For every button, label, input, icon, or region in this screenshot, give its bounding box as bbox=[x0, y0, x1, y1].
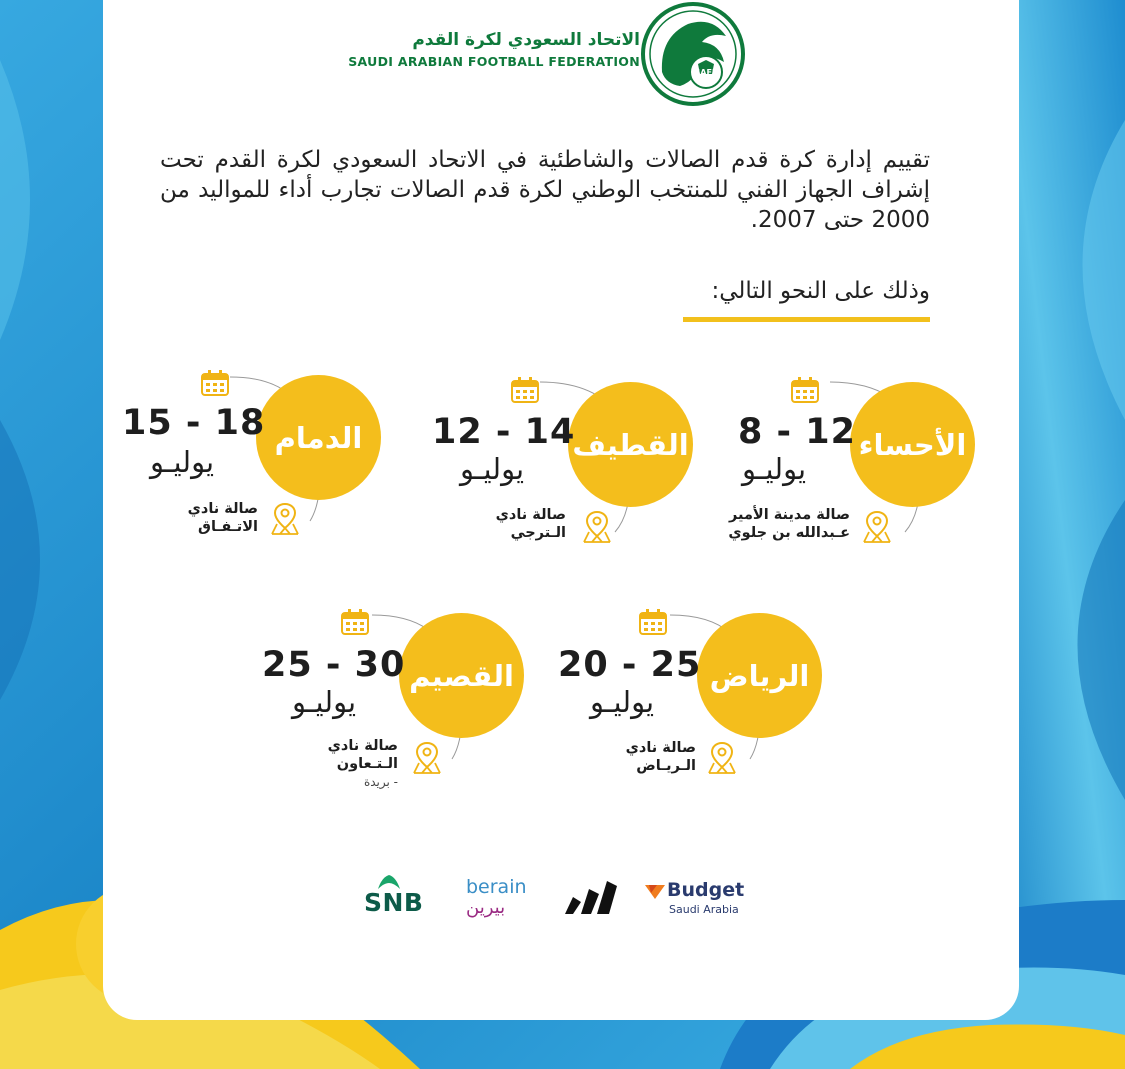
venue-line-1: صالة مدينة الأمير bbox=[729, 507, 850, 523]
event-month: يوليـو bbox=[460, 452, 525, 486]
event-city-circle bbox=[697, 613, 822, 738]
location-pin-icon bbox=[580, 508, 614, 544]
event-city: الأحساء bbox=[858, 427, 967, 462]
event-card-dammam bbox=[20, 365, 380, 565]
calendar-icon bbox=[340, 608, 370, 636]
event-dates: 20 - 25 bbox=[558, 645, 702, 685]
saff-emblem-icon bbox=[640, 2, 746, 106]
location-pin-icon bbox=[705, 739, 739, 775]
event-month: يوليـو bbox=[292, 685, 357, 719]
calendar-icon bbox=[510, 376, 540, 404]
venue-line-2: الاتـفـاق bbox=[198, 519, 258, 535]
event-city-circle bbox=[399, 613, 524, 738]
event-city: الدمام bbox=[274, 420, 363, 455]
sponsor-berain-ar: بيرين bbox=[466, 897, 506, 918]
schedule-heading: وذلك على النحو التالي: bbox=[711, 278, 930, 304]
event-dates: 8 - 12 bbox=[738, 412, 856, 452]
location-pin-icon bbox=[860, 508, 894, 544]
venue-line-2: الـترجي bbox=[510, 525, 566, 541]
federation-name-ar: الاتحاد السعودي لكرة القدم bbox=[412, 30, 640, 50]
event-city: الرياض bbox=[709, 658, 810, 693]
event-venue bbox=[328, 737, 398, 773]
sponsor-budget-sub: Saudi Arabia bbox=[669, 903, 739, 916]
event-venue bbox=[728, 506, 850, 542]
event-dates: 25 - 30 bbox=[262, 645, 406, 685]
event-city-circle bbox=[850, 382, 975, 507]
venue-line-2: الـريـاض bbox=[636, 758, 696, 774]
event-venue bbox=[496, 506, 566, 542]
federation-logo bbox=[338, 0, 758, 110]
venue-line-2: الـتـعاون bbox=[336, 756, 398, 772]
event-city: القطيف bbox=[572, 427, 689, 462]
location-pin-icon bbox=[410, 739, 444, 775]
adidas-logo-icon bbox=[563, 880, 621, 916]
event-month: يوليـو bbox=[150, 445, 215, 479]
location-pin-icon bbox=[268, 500, 302, 536]
calendar-icon bbox=[200, 369, 230, 397]
venue-line-1: صالة نادي bbox=[327, 738, 398, 754]
event-card-qassim bbox=[162, 603, 522, 803]
sponsor-berain-en: berain bbox=[466, 876, 527, 898]
event-card-qatif bbox=[330, 370, 690, 570]
intro-paragraph: تقييم إدارة كرة قدم الصالات والشاطئية في الاتحاد السعودي لكرة القدم تحت إشراف الجهاز الفني للمنتخب الوطني لكرة قدم الصالات تجارب أداء للمواليد من 2000 حتى 2007. bbox=[160, 147, 930, 233]
heading-underline bbox=[683, 317, 930, 322]
event-city-circle bbox=[568, 382, 693, 507]
calendar-icon bbox=[638, 608, 668, 636]
event-city-circle bbox=[256, 375, 381, 500]
federation-name-en: SAUDI ARABIAN FOOTBALL FEDERATION bbox=[348, 54, 640, 69]
event-venue bbox=[188, 500, 258, 536]
sponsor-snb: SNB bbox=[364, 888, 424, 917]
venue-line-1: صالة نادي bbox=[187, 501, 258, 517]
budget-logo-icon bbox=[643, 883, 667, 901]
venue-city-note: - بريدة bbox=[363, 775, 398, 789]
event-dates: 12 - 14 bbox=[432, 412, 576, 452]
venue-line-1: صالة نادي bbox=[495, 507, 566, 523]
venue-line-2: عـبدالله بن جلوي bbox=[728, 525, 850, 541]
calendar-icon bbox=[790, 376, 820, 404]
sponsor-budget: Budget bbox=[667, 879, 745, 901]
event-city: القصيم bbox=[409, 658, 514, 693]
event-month: يوليـو bbox=[742, 452, 807, 486]
event-dates: 15 - 18 bbox=[122, 403, 266, 443]
event-venue bbox=[626, 739, 696, 775]
emblem-label: SAFF bbox=[694, 68, 718, 77]
event-month: يوليـو bbox=[590, 685, 655, 719]
venue-line-1: صالة نادي bbox=[625, 740, 696, 756]
